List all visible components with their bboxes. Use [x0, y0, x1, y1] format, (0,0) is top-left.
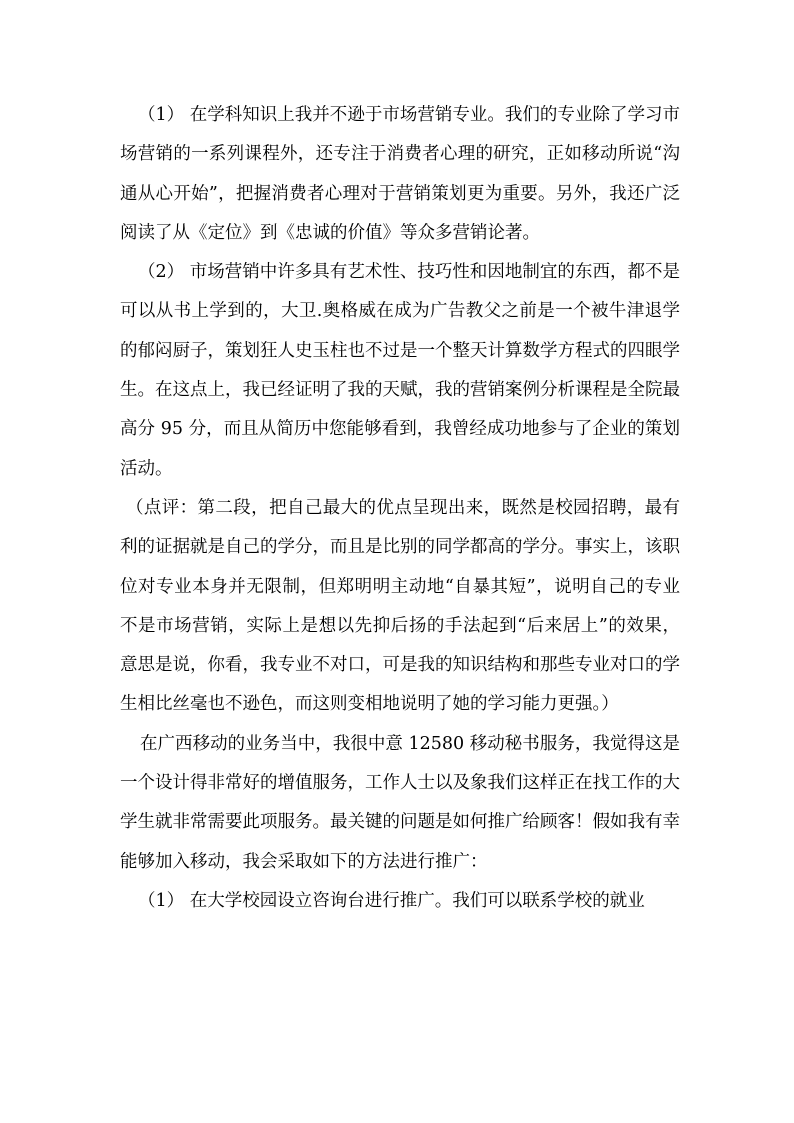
paragraph-4: 在广西移动的业务当中，我很中意 12580 移动秘书服务，我觉得这是一个设计得非常好的增值服务，工作人士以及象我们这样正在找工作的大学生就非常需要此项服务。最关键的问题是如何推广给顾客！假如我有幸能够加入移动，我会采取如下的方法进行推广： — [120, 733, 680, 872]
paragraph-1: （1） 在学科知识上我并不逊于市场营销专业。我们的专业除了学习市场营销的一系列课程外，还专注于消费者心理的研究，正如移动所说“沟通从心开始”，把握消费者心理对于营销策划更为重要。另外，我还广泛阅读了从《定位》到《忠诚的价值》等众多营销论著。 — [120, 105, 680, 243]
paragraph-2: （2） 市场营销中许多具有艺术性、技巧性和因地制宜的东西，都不是可以从书上学到的，大卫.奥格威在成为广告教父之前是一个被牛津退学的郁闷厨子，策划狂人史玉柱也不过是一个整天计算数学方程式的四眼学生。在这点上，我已经证明了我的天赋，我的营销案例分析课程是全院最高分 95 分，而且从简历中您能够看到，我曾经成功地参与了企业的策划活动。 — [120, 262, 680, 479]
paragraph-3-commentary: （点评：第二段，把自己最大的优点呈现出来，既然是校园招聘，最有利的证据就是自己的学分，而且是比别的同学都高的学分。事实上，该职位对专业本身并无限制，但郑明明主动地“自暴其短”，说明自己的专业不是市场营销，实际上是想以先抑后扬的手法起到“后来居上”的效果，意思是说，你看，我专业不对口，可是我的知识结构和那些专业对口的学生相比丝毫也不逊色，而这则变相地说明了她的学习能力更强。） — [120, 497, 680, 715]
document-page — [120, 96, 680, 921]
paragraph-5: （1） 在大学校园设立咨询台进行推广。我们可以联系学校的就业 — [138, 890, 645, 911]
